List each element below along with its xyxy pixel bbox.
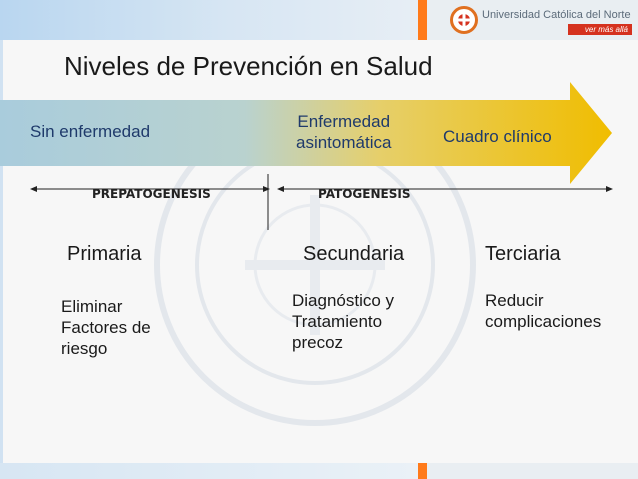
level-terciaria: Terciaria bbox=[485, 243, 561, 265]
level-primaria: Primaria bbox=[67, 243, 142, 265]
stage-enfermedad-asintomatica: Enfermedad asintomática bbox=[296, 112, 392, 152]
stage-sin-enfermedad: Sin enfermedad bbox=[30, 122, 151, 141]
university-name: Universidad Católica del Norte bbox=[482, 9, 631, 21]
action-terciaria: Reducir complicaciones bbox=[485, 291, 602, 331]
prepatogenesis-label: PREPATOGENESIS bbox=[92, 187, 211, 201]
university-seal-icon bbox=[450, 6, 478, 34]
period-timeline bbox=[0, 172, 638, 232]
footer-accent-stripe bbox=[418, 463, 427, 479]
action-secundaria: Diagnóstico y Tratamiento precoz bbox=[292, 291, 395, 352]
patogenesis-label: PATOGENESIS bbox=[318, 187, 411, 201]
footer-bar bbox=[0, 463, 418, 479]
header-accent-stripe bbox=[418, 0, 427, 40]
action-primaria: Eliminar Factores de riesgo bbox=[61, 297, 151, 358]
slide-title: Niveles de Prevención en Salud bbox=[64, 51, 433, 81]
header-bar bbox=[0, 0, 418, 40]
slogan-band bbox=[568, 24, 632, 35]
footer-right-bar bbox=[427, 463, 638, 479]
university-logo bbox=[450, 6, 630, 36]
stage-cuadro-clinico: Cuadro clínico bbox=[443, 127, 552, 146]
level-secundaria: Secundaria bbox=[303, 243, 405, 265]
university-slogan: ver más allá bbox=[584, 25, 628, 34]
